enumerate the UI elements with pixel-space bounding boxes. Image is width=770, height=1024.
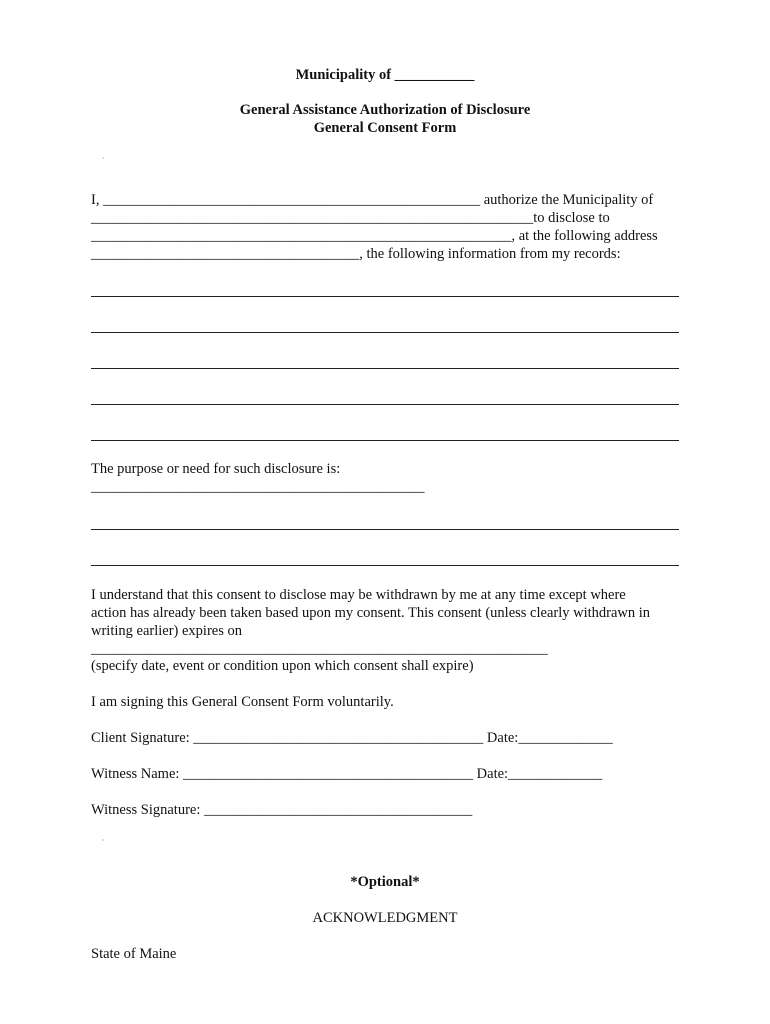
purpose-blank-line — [91, 565, 679, 566]
form-title: General Assistance Authorization of Disclosure — [239, 102, 531, 118]
information-blank-line — [91, 296, 679, 297]
information-blank-line — [91, 332, 679, 333]
consent-line-2: action has already been taken based upon my consent. This consent (unless clearly withdrawn in — [91, 605, 651, 621]
information-blank-line — [91, 440, 679, 441]
scan-speck — [102, 157, 104, 159]
information-blank-line — [91, 368, 679, 369]
authorize-text: authorize the Municipality of — [483, 192, 654, 208]
witness-name-line: Witness Name: ________________________________________ Date:_____________ — [91, 766, 603, 782]
voluntary-statement: I am signing this General Consent Form voluntarily. — [91, 694, 394, 710]
expiry-note: (specify date, event or condition upon which consent shall expire) — [91, 658, 474, 674]
acknowledgment-heading: ACKNOWLEDGMENT — [312, 910, 458, 926]
optional-label: *Optional* — [350, 874, 420, 890]
municipality-heading: Municipality of ___________ — [295, 67, 475, 83]
purpose-blank: ______________________________________________ — [91, 479, 425, 495]
client-name-blank: I, ____________________________________________________ — [91, 192, 481, 208]
state-line: State of Maine — [91, 946, 177, 962]
authorization-line-4: _____________________________________, the following information from my records: — [91, 246, 621, 262]
consent-line-1: I understand that this consent to disclose may be withdrawn by me at any time except where — [91, 587, 626, 603]
witness-signature-line: Witness Signature: _____________________________________ — [91, 802, 473, 818]
purpose-label: The purpose or need for such disclosure is: — [91, 461, 341, 477]
information-blank-line — [91, 404, 679, 405]
scan-speck — [102, 839, 104, 841]
consent-line-3: writing earlier) expires on — [91, 623, 242, 639]
client-signature-line: Client Signature: ________________________________________ Date:_____________ — [91, 730, 613, 746]
purpose-blank-line — [91, 529, 679, 530]
authorization-line-3: __________________________________________________________, at the following address — [91, 228, 658, 244]
authorization-line-2: _____________________________________________________________to disclose to — [91, 210, 610, 226]
expiry-blank: _______________________________________________________________ — [91, 641, 548, 657]
authorization-line-1 — [91, 191, 653, 209]
form-subtitle: General Consent Form — [313, 120, 457, 136]
